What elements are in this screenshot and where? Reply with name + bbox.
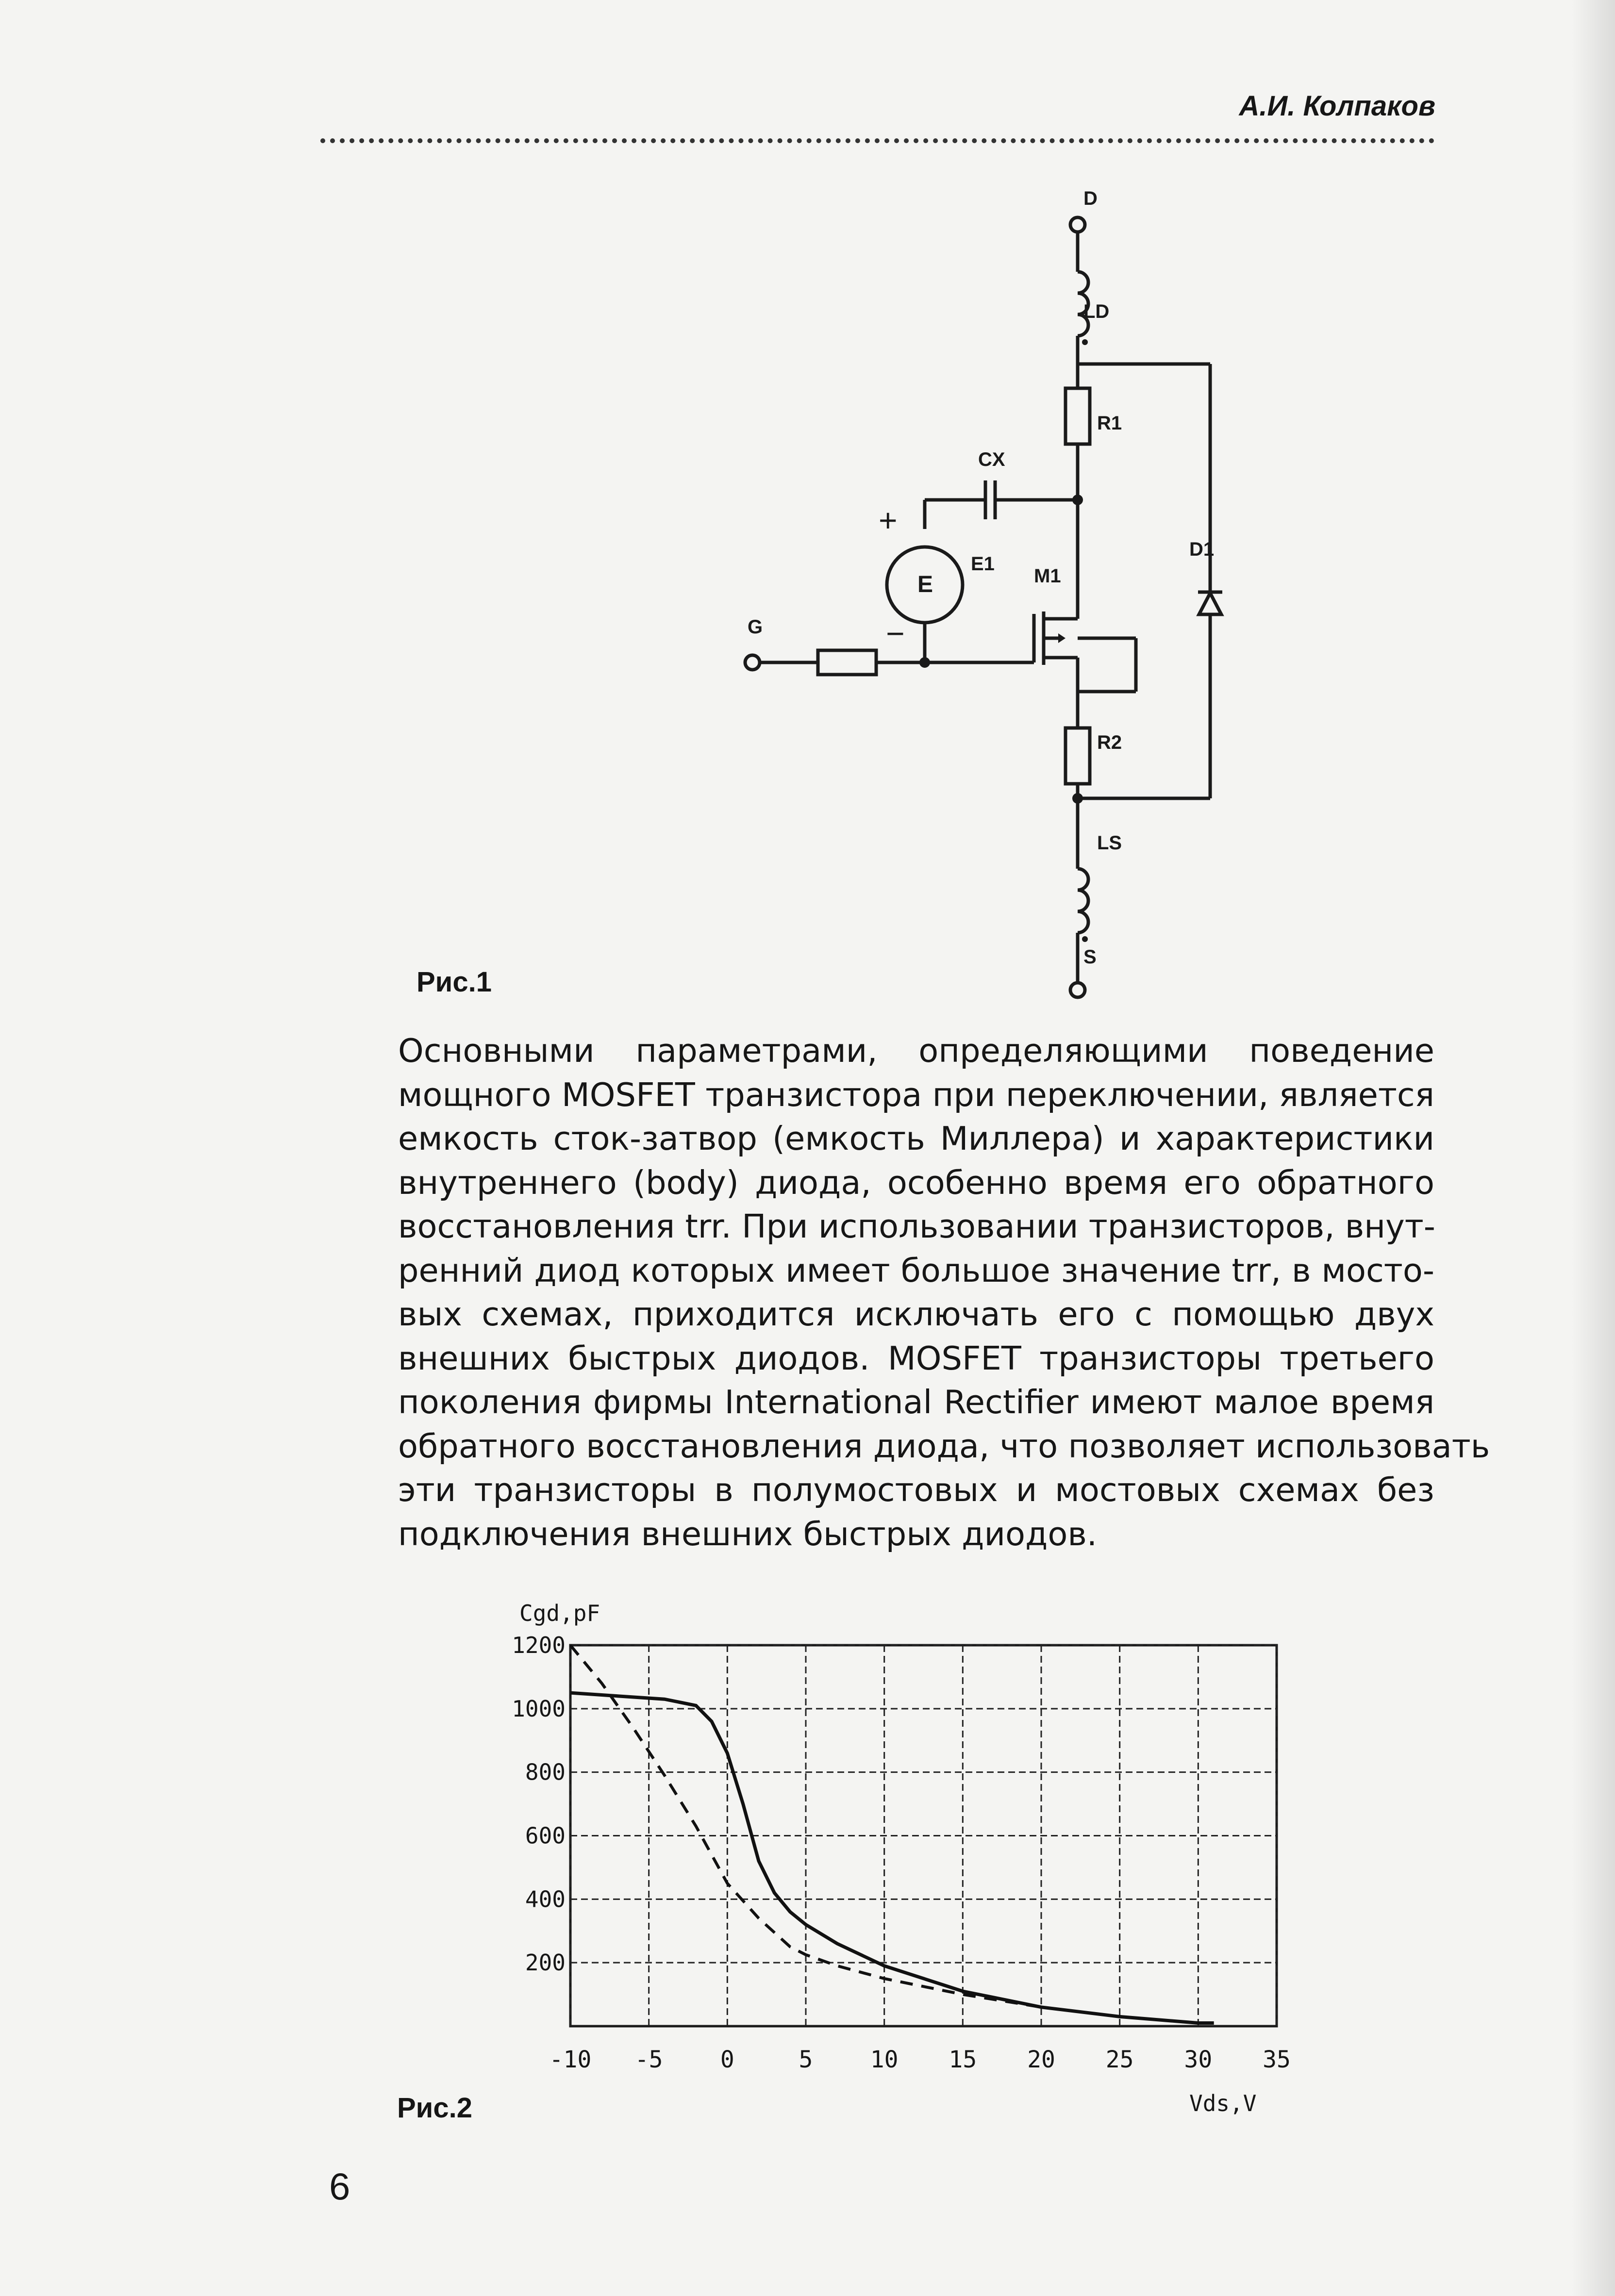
x-tick-label: 0	[720, 2046, 734, 2073]
terminal-s	[1070, 983, 1085, 997]
label-r1: R1	[1097, 413, 1122, 434]
series-line-solid	[570, 1693, 1214, 2023]
body-line: мощного MOSFET транзистора при переключении, является	[398, 1075, 1434, 1114]
cgd-vs-vds-chart	[379, 1592, 1349, 2126]
resistor-r2	[1066, 728, 1090, 784]
x-tick-label: 35	[1263, 2046, 1291, 2073]
label-e: E	[917, 572, 933, 597]
x-tick-label: -10	[549, 2046, 592, 2073]
inductor-ls	[1078, 869, 1088, 933]
terminal-d	[1070, 217, 1085, 232]
series-line-dashed	[570, 1645, 1214, 2023]
gate-resistor	[818, 650, 876, 675]
label-g: G	[748, 616, 763, 638]
y-tick-label: 1000	[512, 1695, 566, 1722]
figure1-caption: Рис.1	[416, 966, 492, 998]
terminal-g	[745, 655, 760, 670]
page-number: 6	[329, 2165, 350, 2208]
body-line: обратного восстановления диода, что позволяет использовать	[398, 1427, 1490, 1465]
label-m1: M1	[1034, 565, 1061, 587]
label-r2: R2	[1097, 732, 1122, 753]
x-tick-label: -5	[634, 2046, 663, 2073]
body-line: емкость сток-затвор (емкость Миллера) и характеристики	[398, 1120, 1434, 1157]
label-d: D	[1083, 188, 1098, 209]
body-line: подключения внешних быстрых диодов.	[398, 1515, 1098, 1553]
x-axis-label: Vds,V	[1189, 2090, 1257, 2116]
label-s: S	[1083, 946, 1097, 968]
label-ls: LS	[1097, 832, 1122, 854]
header-dotted-rule	[320, 138, 1434, 143]
figure1-schematic	[723, 175, 1238, 1000]
figure2-caption: Рис.2	[397, 2092, 472, 2124]
author-header: А.И. Колпаков	[1239, 90, 1435, 122]
body-line: восстановления trr. При использовании транзисторов, внут-	[398, 1207, 1435, 1245]
y-tick-label: 800	[525, 1759, 566, 1785]
body-line: ренний диод которых имеет большое значение trr, в мосто-	[398, 1251, 1434, 1289]
body-paragraph	[398, 1029, 1490, 1556]
page-edge-shadow	[1571, 0, 1615, 2296]
resistor-r1	[1066, 388, 1090, 444]
body-line: Основными параметрами, определяющими поведение	[398, 1032, 1434, 1070]
x-tick-label: 20	[1027, 2046, 1055, 2073]
mosfet-arrow	[1058, 633, 1066, 643]
diode-d1	[1198, 592, 1222, 614]
x-tick-label: 5	[799, 2046, 813, 2073]
label-plus: +	[879, 502, 898, 538]
label-d1: D1	[1189, 539, 1215, 560]
y-tick-label: 1200	[512, 1632, 566, 1658]
body-line: эти транзисторы в полумостовых и мостовых схемах без	[398, 1471, 1434, 1509]
x-tick-label: 15	[949, 2046, 977, 2073]
label-cx: CX	[978, 449, 1005, 470]
body-line: внешних быстрых диодов. MOSFET транзисторы третьего	[398, 1339, 1434, 1377]
x-tick-label: 25	[1105, 2046, 1134, 2073]
y-axis-label: Cgd,pF	[519, 1600, 600, 1626]
label-minus: −	[886, 615, 905, 651]
body-line: поколения фирмы International Rectifier имеют малое время	[398, 1383, 1434, 1421]
y-tick-label: 600	[525, 1822, 566, 1849]
x-tick-label: 30	[1184, 2046, 1213, 2073]
figure2-chart	[379, 1592, 1349, 2128]
label-e1: E1	[971, 553, 995, 575]
x-tick-label: 10	[870, 2046, 899, 2073]
y-tick-label: 200	[525, 1949, 566, 1976]
body-line: вых схемах, приходится исключать его с помощью двух	[398, 1295, 1434, 1333]
label-ld: LD	[1083, 301, 1110, 322]
body-line: внутреннего (body) диода, особенно время его обратного	[398, 1163, 1434, 1202]
y-tick-label: 400	[525, 1886, 566, 1913]
